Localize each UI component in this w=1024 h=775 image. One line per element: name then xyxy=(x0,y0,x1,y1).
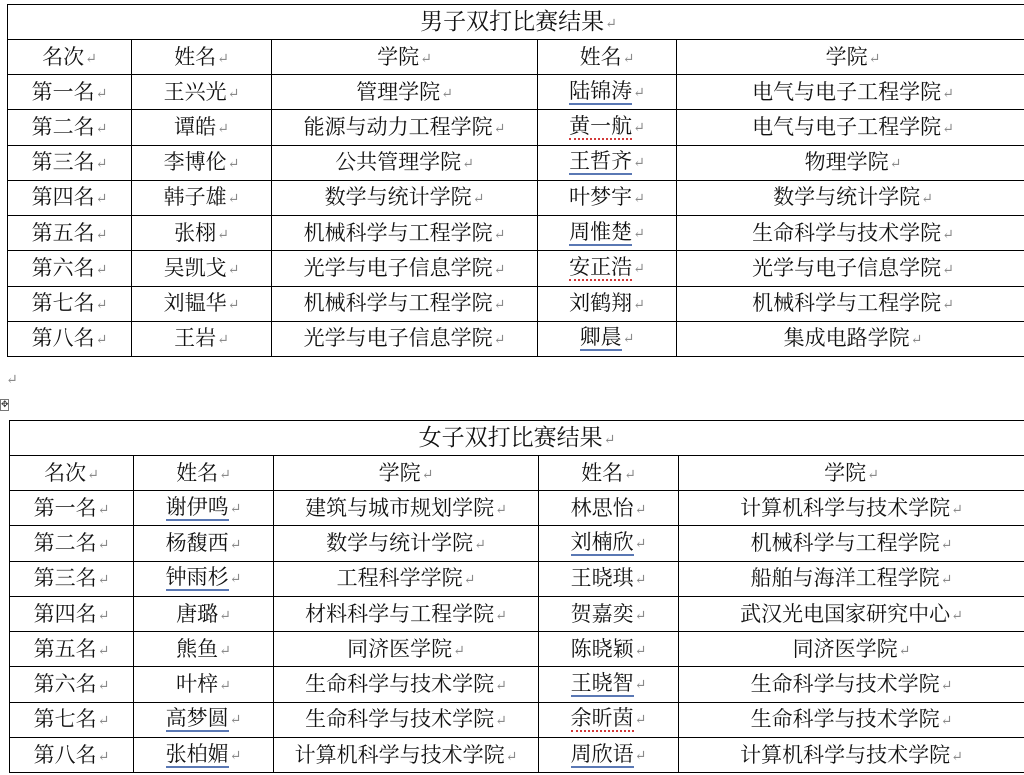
paragraph-mark-icon: ↵ xyxy=(634,607,647,624)
player-name: 余昕茵 xyxy=(571,707,634,732)
college-name: 数学与统计学院 xyxy=(326,530,474,555)
paragraph-mark-icon: ↵ xyxy=(95,297,108,314)
table-title[interactable]: 男子双打比赛结果↵ xyxy=(8,5,1024,40)
paragraph-mark-icon: ↵ xyxy=(85,50,97,67)
paragraph-mark-icon: ↵ xyxy=(462,156,474,173)
player-name: 刘鹤翔 xyxy=(569,291,633,316)
player-name: 钟雨杉 xyxy=(166,566,229,591)
college-cell-2[interactable] xyxy=(679,702,1024,737)
college-cell-1[interactable] xyxy=(272,180,538,215)
paragraph-mark-icon: ↵ xyxy=(634,712,647,729)
paragraph-mark-icon: ↵ xyxy=(87,466,99,483)
paragraph-mark-icon: ↵ xyxy=(97,501,110,518)
rank-text: 第三名 xyxy=(31,150,95,175)
paragraph-mark-icon: ↵ xyxy=(95,261,108,278)
name-cell-2[interactable] xyxy=(538,251,677,286)
paragraph-mark-icon: ↵ xyxy=(463,572,476,589)
college-name: 电气与电子工程学院 xyxy=(752,79,942,104)
rank-cell[interactable] xyxy=(8,286,132,321)
paragraph-mark-icon: ↵ xyxy=(940,713,953,730)
player-name: 杨馥西 xyxy=(165,530,229,555)
paragraph-mark-icon: ↵ xyxy=(889,156,902,173)
paragraph-mark-icon: ↵ xyxy=(229,500,242,517)
college-name: 生命科学与技术学院 xyxy=(752,220,942,245)
header-rank[interactable]: 名次↵ xyxy=(10,456,134,491)
player-name: 王哲齐 xyxy=(569,150,632,175)
college-name: 船舶与海洋工程学院 xyxy=(750,566,940,591)
player-name: 卿晨 xyxy=(580,326,622,351)
paragraph-mark-icon: ↵ xyxy=(951,748,963,765)
paragraph-mark-icon: ↵ xyxy=(951,607,963,624)
header-name-1[interactable]: 姓名↵ xyxy=(132,40,272,75)
paragraph-mark-icon: ↵ xyxy=(634,501,647,518)
paragraph-mark-icon: ↵ xyxy=(229,536,242,553)
paragraph-mark-icon: ↵ xyxy=(634,642,647,659)
rank-text: 第六名 xyxy=(33,672,97,697)
rank-text: 第一名 xyxy=(33,495,97,520)
paragraph-mark-icon: ↵ xyxy=(495,713,507,730)
rank-cell[interactable] xyxy=(10,526,134,561)
player-name: 周惟楚 xyxy=(569,221,632,246)
paragraph-mark-icon: ↵ xyxy=(420,50,432,67)
player-name: 熊鱼 xyxy=(176,636,219,661)
table-header-row xyxy=(10,456,1024,491)
paragraph-mark-icon: ↵ xyxy=(634,572,647,589)
paragraph-mark-icon: ↵ xyxy=(940,536,953,553)
college-cell-1[interactable] xyxy=(272,145,538,180)
college-name: 同济医学院 xyxy=(792,636,898,661)
college-cell-2[interactable] xyxy=(679,667,1024,702)
college-cell-2[interactable] xyxy=(679,596,1024,631)
paragraph-mark-icon: ↵ xyxy=(633,225,645,242)
rank-text: 第二名 xyxy=(31,114,95,139)
paragraph-mark-icon: ↵ xyxy=(493,120,506,137)
college-cell-2[interactable] xyxy=(677,145,1024,180)
paragraph-mark-icon: ↵ xyxy=(624,466,636,483)
rank-cell[interactable] xyxy=(10,738,134,773)
college-name: 武汉光电国家研究中心 xyxy=(740,601,951,626)
paragraph-mark-icon: ↵ xyxy=(622,50,635,67)
name-cell-2[interactable] xyxy=(539,702,679,737)
rank-text: 第五名 xyxy=(33,636,97,661)
paragraph-mark-icon: ↵ xyxy=(603,431,616,448)
college-name: 光学与电子信息学院 xyxy=(752,255,942,280)
college-name: 生命科学与技术学院 xyxy=(305,672,495,697)
paragraph-mark-icon: ↵ xyxy=(95,85,108,102)
paragraph-mark-icon: ↵ xyxy=(951,501,963,518)
header-college-1[interactable]: 学院↵ xyxy=(274,456,539,491)
player-name: 谭皓 xyxy=(174,114,217,139)
player-name: 黄一航 xyxy=(569,115,632,140)
header-name-1[interactable]: 姓名↵ xyxy=(134,456,274,491)
name-cell-1[interactable] xyxy=(132,216,272,251)
table-row xyxy=(8,251,1024,286)
paragraph-mark-icon: ↵ xyxy=(227,261,240,278)
table-row xyxy=(8,286,1024,321)
rank-cell[interactable] xyxy=(8,75,132,110)
name-cell-2[interactable] xyxy=(538,216,677,251)
college-name: 数学与统计学院 xyxy=(324,185,472,210)
paragraph-mark-icon: ↵ xyxy=(229,571,242,588)
rank-cell[interactable] xyxy=(8,321,132,356)
college-name: 能源与动力工程学院 xyxy=(303,114,493,139)
rank-cell[interactable] xyxy=(10,561,134,596)
college-name: 公共管理学院 xyxy=(335,150,462,175)
player-name: 谢伊鸣 xyxy=(166,496,229,521)
paragraph-mark-icon: ↵ xyxy=(633,260,645,277)
college-name: 机械科学与工程学院 xyxy=(303,220,493,245)
college-name: 材料科学与工程学院 xyxy=(305,601,495,626)
header-college-2[interactable]: 学院↵ xyxy=(677,40,1024,75)
table-row xyxy=(8,145,1024,180)
paragraph-mark-icon: ↵ xyxy=(495,678,507,695)
table-row xyxy=(10,561,1024,596)
paragraph-mark-icon: ↵ xyxy=(493,261,506,278)
name-cell-1[interactable] xyxy=(132,286,272,321)
paragraph-mark-icon: ↵ xyxy=(453,642,465,659)
college-name: 同济医学院 xyxy=(347,636,453,661)
paragraph-mark-icon: ↵ xyxy=(868,50,881,67)
paragraph-mark-icon: ↵ xyxy=(633,191,645,208)
college-cell-1[interactable] xyxy=(272,251,538,286)
college-name: 生命科学与技术学院 xyxy=(750,707,940,732)
paragraph-mark-icon: ↵ xyxy=(942,120,954,137)
rank-cell[interactable] xyxy=(8,110,132,145)
paragraph-mark-icon: ↵ xyxy=(493,332,506,349)
table-title[interactable]: 女子双打比赛结果↵ xyxy=(10,421,1024,456)
paragraph-mark-icon: ↵ xyxy=(940,572,953,589)
name-cell-1[interactable] xyxy=(132,110,272,145)
name-cell-2[interactable] xyxy=(538,75,677,110)
paragraph-mark-icon: ↵ xyxy=(942,85,954,102)
paragraph-mark-icon: ↵ xyxy=(633,155,645,172)
paragraph-mark-icon: ↵ xyxy=(633,84,645,101)
college-cell-1[interactable] xyxy=(274,738,539,773)
paragraph-mark-icon: ↵ xyxy=(227,85,240,102)
table-row xyxy=(8,180,1024,215)
rank-cell[interactable] xyxy=(10,596,134,631)
name-cell-1[interactable] xyxy=(134,596,274,631)
paragraph-mark-icon: ↵ xyxy=(97,642,110,659)
paragraph-mark-icon: ↵ xyxy=(505,748,518,765)
player-name: 刘韫华 xyxy=(163,291,227,316)
college-cell-2[interactable] xyxy=(677,216,1024,251)
college-cell-1[interactable] xyxy=(272,286,538,321)
college-cell-2[interactable] xyxy=(679,491,1024,526)
men-doubles-table xyxy=(7,4,1024,357)
player-name: 李博伦 xyxy=(163,150,227,175)
college-cell-1[interactable] xyxy=(274,667,539,702)
paragraph-mark-icon: ↵ xyxy=(219,642,231,659)
paragraph-mark-icon: ↵ xyxy=(97,713,110,730)
paragraph-mark-icon: ↵ xyxy=(95,120,108,137)
college-cell-2[interactable] xyxy=(679,561,1024,596)
paragraph-mark-icon: ↵ xyxy=(227,156,240,173)
women-doubles-table xyxy=(9,420,1024,773)
college-cell-1[interactable] xyxy=(274,491,539,526)
college-cell-1[interactable] xyxy=(272,216,538,251)
player-name: 陆锦涛 xyxy=(569,80,632,105)
rank-text: 第四名 xyxy=(31,185,95,210)
player-name: 唐璐 xyxy=(176,601,219,626)
name-cell-1[interactable] xyxy=(134,561,274,596)
name-cell-1[interactable] xyxy=(134,738,274,773)
paragraph-mark-icon: ↵ xyxy=(219,678,231,695)
rank-cell[interactable] xyxy=(10,667,134,702)
table-move-handle-icon[interactable]: ✥ xyxy=(1,400,9,410)
college-name: 物理学院 xyxy=(804,150,889,175)
college-name: 管理学院 xyxy=(356,79,441,104)
paragraph-mark-icon: ↵ xyxy=(219,466,231,483)
empty-paragraph-mark-icon: ↵ xyxy=(6,372,18,388)
college-name: 计算机科学与技术学院 xyxy=(294,742,505,767)
player-name: 周欣语 xyxy=(571,743,634,768)
paragraph-mark-icon: ↵ xyxy=(97,607,110,624)
name-cell-1[interactable] xyxy=(132,145,272,180)
player-name: 刘楠欣 xyxy=(571,531,634,556)
name-cell-1[interactable] xyxy=(134,632,274,667)
men-rows xyxy=(8,75,1024,357)
paragraph-mark-icon: ↵ xyxy=(97,748,110,765)
college-cell-1[interactable] xyxy=(274,632,539,667)
rank-text: 第八名 xyxy=(33,742,97,767)
college-cell-2[interactable] xyxy=(679,526,1024,561)
paragraph-mark-icon: ↵ xyxy=(634,535,647,552)
header-rank[interactable]: 名次↵ xyxy=(8,40,132,75)
header-name-2[interactable]: 姓名↵ xyxy=(539,456,679,491)
rank-cell[interactable] xyxy=(8,216,132,251)
paragraph-mark-icon: ↵ xyxy=(227,297,240,314)
name-cell-2[interactable] xyxy=(538,286,677,321)
rank-cell[interactable] xyxy=(10,702,134,737)
rank-cell[interactable] xyxy=(10,632,134,667)
paragraph-mark-icon: ↵ xyxy=(634,677,647,694)
table-row xyxy=(10,632,1024,667)
rank-text: 第二名 xyxy=(33,530,97,555)
name-cell-1[interactable] xyxy=(132,75,272,110)
rank-text: 第六名 xyxy=(31,255,95,280)
player-name: 张栩 xyxy=(174,220,217,245)
paragraph-mark-icon: ↵ xyxy=(942,297,954,314)
header-college-2[interactable]: 学院↵ xyxy=(679,456,1024,491)
rank-text: 第四名 xyxy=(33,601,97,626)
name-cell-2[interactable] xyxy=(539,667,679,702)
player-name: 高梦圆 xyxy=(166,707,229,732)
table-header-row xyxy=(8,40,1024,75)
paragraph-mark-icon: ↵ xyxy=(898,642,911,659)
name-cell-2[interactable] xyxy=(538,180,677,215)
paragraph-mark-icon: ↵ xyxy=(622,331,635,348)
paragraph-mark-icon: ↵ xyxy=(421,466,434,483)
college-cell-2[interactable] xyxy=(677,251,1024,286)
paragraph-mark-icon: ↵ xyxy=(95,332,108,349)
table-row xyxy=(10,702,1024,737)
college-name: 光学与电子信息学院 xyxy=(303,255,493,280)
name-cell-1[interactable] xyxy=(132,180,272,215)
college-name: 工程科学学院 xyxy=(336,566,463,591)
college-cell-2[interactable] xyxy=(677,75,1024,110)
table-row xyxy=(8,321,1024,356)
table-row xyxy=(8,216,1024,251)
name-cell-2[interactable] xyxy=(538,145,677,180)
table-row xyxy=(10,667,1024,702)
paragraph-mark-icon: ↵ xyxy=(95,226,108,243)
paragraph-mark-icon: ↵ xyxy=(441,85,453,102)
college-cell-1[interactable] xyxy=(272,75,538,110)
paragraph-mark-icon: ↵ xyxy=(633,119,645,136)
paragraph-mark-icon: ↵ xyxy=(97,678,110,695)
paragraph-mark-icon: ↵ xyxy=(493,297,506,314)
player-name: 陈晓颖 xyxy=(570,636,634,661)
rank-cell[interactable] xyxy=(8,251,132,286)
college-name: 光学与电子信息学院 xyxy=(303,326,493,351)
name-cell-2[interactable] xyxy=(539,596,679,631)
college-name: 集成电路学院 xyxy=(783,326,910,351)
college-cell-2[interactable] xyxy=(679,738,1024,773)
college-cell-2[interactable] xyxy=(677,321,1024,356)
table-row xyxy=(8,110,1024,145)
paragraph-mark-icon: ↵ xyxy=(910,332,923,349)
rank-text: 第八名 xyxy=(31,326,95,351)
paragraph-mark-icon: ↵ xyxy=(921,191,933,208)
paragraph-mark-icon: ↵ xyxy=(495,607,507,624)
name-cell-1[interactable] xyxy=(134,526,274,561)
name-cell-1[interactable] xyxy=(134,667,274,702)
college-cell-1[interactable] xyxy=(274,596,539,631)
header-name-2[interactable]: 姓名↵ xyxy=(538,40,677,75)
college-cell-1[interactable] xyxy=(272,110,538,145)
name-cell-2[interactable] xyxy=(539,491,679,526)
college-cell-2[interactable] xyxy=(677,110,1024,145)
player-name: 王兴光 xyxy=(163,79,227,104)
table-title-row xyxy=(8,5,1024,40)
paragraph-mark-icon: ↵ xyxy=(217,120,229,137)
college-name: 生命科学与技术学院 xyxy=(750,672,940,697)
college-cell-2[interactable] xyxy=(677,180,1024,215)
rank-text: 第一名 xyxy=(31,79,95,104)
paragraph-mark-icon: ↵ xyxy=(940,678,953,695)
college-cell-1[interactable] xyxy=(272,321,538,356)
paragraph-mark-icon: ↵ xyxy=(633,297,645,314)
paragraph-mark-icon: ↵ xyxy=(474,536,486,553)
paragraph-mark-icon: ↵ xyxy=(495,501,507,518)
college-cell-2[interactable] xyxy=(677,286,1024,321)
college-name: 计算机科学与技术学院 xyxy=(740,495,951,520)
paragraph-mark-icon: ↵ xyxy=(472,191,485,208)
paragraph-mark-icon: ↵ xyxy=(942,261,954,278)
women-rows xyxy=(10,491,1024,773)
table-title-row xyxy=(10,421,1024,456)
college-name: 机械科学与工程学院 xyxy=(752,291,942,316)
college-name: 机械科学与工程学院 xyxy=(750,530,940,555)
name-cell-1[interactable] xyxy=(134,491,274,526)
player-name: 王晓智 xyxy=(571,672,634,697)
paragraph-mark-icon: ↵ xyxy=(634,747,647,764)
college-name: 电气与电子工程学院 xyxy=(752,114,942,139)
table-row xyxy=(10,526,1024,561)
paragraph-mark-icon: ↵ xyxy=(229,712,242,729)
name-cell-1[interactable] xyxy=(132,251,272,286)
paragraph-mark-icon: ↵ xyxy=(217,226,229,243)
name-cell-2[interactable] xyxy=(538,110,677,145)
player-name: 叶梦宇 xyxy=(569,185,633,210)
college-name: 计算机科学与技术学院 xyxy=(740,742,951,767)
college-cell-1[interactable] xyxy=(274,561,539,596)
player-name: 王晓琪 xyxy=(570,566,634,591)
rank-text: 第五名 xyxy=(31,220,95,245)
paragraph-mark-icon: ↵ xyxy=(97,572,110,589)
name-cell-1[interactable] xyxy=(132,321,272,356)
name-cell-2[interactable] xyxy=(539,738,679,773)
rank-cell[interactable] xyxy=(8,180,132,215)
table-row xyxy=(10,738,1024,773)
paragraph-mark-icon: ↵ xyxy=(605,15,617,32)
paragraph-mark-icon: ↵ xyxy=(942,226,954,243)
name-cell-2[interactable] xyxy=(539,526,679,561)
paragraph-mark-icon: ↵ xyxy=(219,607,231,624)
college-name: 数学与统计学院 xyxy=(773,185,921,210)
name-cell-1[interactable] xyxy=(134,702,274,737)
name-cell-2[interactable] xyxy=(539,561,679,596)
paragraph-mark-icon: ↵ xyxy=(493,226,506,243)
player-name: 韩子雄 xyxy=(163,185,227,210)
player-name: 林思怡 xyxy=(570,495,634,520)
table-row xyxy=(8,75,1024,110)
player-name: 安正浩 xyxy=(569,256,632,281)
player-name: 叶梓 xyxy=(176,672,219,697)
college-name: 机械科学与工程学院 xyxy=(303,291,493,316)
paragraph-mark-icon: ↵ xyxy=(97,536,110,553)
name-cell-2[interactable] xyxy=(538,321,677,356)
player-name: 吴凯戈 xyxy=(163,255,227,280)
paragraph-mark-icon: ↵ xyxy=(229,747,242,764)
table-row xyxy=(10,491,1024,526)
player-name: 王岩 xyxy=(174,326,217,351)
college-cell-2[interactable] xyxy=(679,632,1024,667)
player-name: 贺嘉奕 xyxy=(570,601,634,626)
paragraph-mark-icon: ↵ xyxy=(95,156,108,173)
college-name: 建筑与城市规划学院 xyxy=(305,495,495,520)
paragraph-mark-icon: ↵ xyxy=(217,50,229,67)
paragraph-mark-icon: ↵ xyxy=(227,191,240,208)
table-row xyxy=(10,596,1024,631)
header-college-1[interactable]: 学院↵ xyxy=(272,40,538,75)
paragraph-mark-icon: ↵ xyxy=(217,332,229,349)
paragraph-mark-icon: ↵ xyxy=(95,191,108,208)
rank-text: 第三名 xyxy=(33,566,97,591)
rank-text: 第七名 xyxy=(33,707,97,732)
name-cell-2[interactable] xyxy=(539,632,679,667)
player-name: 张柏媚 xyxy=(166,743,229,768)
paragraph-mark-icon: ↵ xyxy=(867,466,879,483)
college-name: 生命科学与技术学院 xyxy=(305,707,495,732)
rank-cell[interactable] xyxy=(10,491,134,526)
rank-text: 第七名 xyxy=(31,291,95,316)
college-cell-1[interactable] xyxy=(274,526,539,561)
rank-cell[interactable] xyxy=(8,145,132,180)
college-cell-1[interactable] xyxy=(274,702,539,737)
